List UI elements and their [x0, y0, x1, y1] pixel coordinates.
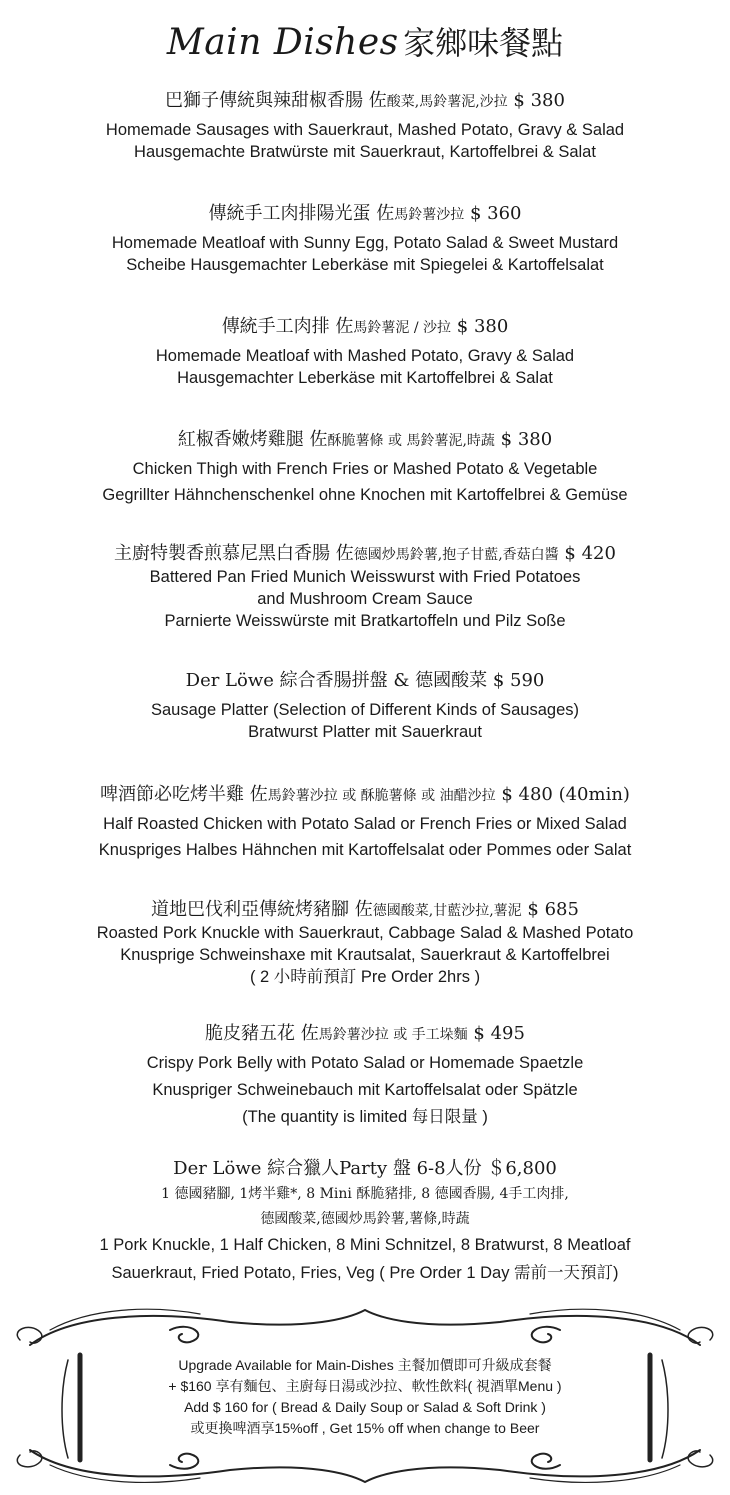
- dish-item: [0, 1023, 730, 1128]
- dish-desc-de: Parnierte Weisswürste mit Bratkartoffeln und Pilz Soße: [164, 612, 566, 630]
- dish-desc-en: Half Roasted Chicken with Potato Salad or French Fries or Mixed Salad: [103, 815, 627, 833]
- dish-item: [0, 429, 730, 506]
- dish-item: [0, 1158, 730, 1284]
- dish-desc-en: Crispy Pork Belly with Potato Salad or Homemade Spaetzle: [146, 1054, 584, 1072]
- dish-side-zh: 馬鈴薯沙拉 或 酥脆薯條 或 油醋沙拉: [267, 788, 496, 804]
- dish-desc-en: Homemade Sausages with Sauerkraut, Mashed Potato, Gravy & Salad: [105, 121, 625, 139]
- dish-item: [0, 670, 730, 743]
- dish-contents-note: Sauerkraut, Fried Potato, Fries, Veg ( Pre Order 1 Day 需前一天預訂): [111, 1264, 619, 1282]
- dish-item: [0, 90, 730, 163]
- dish-side-zh: 酥脆薯條 或 馬鈴薯泥,時蔬: [327, 433, 495, 449]
- dish-side-zh: 馬鈴薯泥 / 沙拉: [353, 320, 452, 336]
- dish-price: $ 590: [492, 670, 545, 691]
- dish-price: $ 380: [513, 90, 565, 111]
- dish-item: [0, 899, 730, 988]
- dish-item: [0, 543, 730, 632]
- upgrade-line: 或更換啤酒享15%off , Get 15% off when change to Beer: [190, 1420, 540, 1436]
- dish-side-zh: 馬鈴薯沙拉: [394, 207, 465, 223]
- dish-desc-de: Hausgemachte Bratwürste mit Sauerkraut, Kartoffelbrei & Salat: [134, 143, 596, 161]
- upgrade-box: [0, 1355, 730, 1439]
- dish-desc-de: Hausgemachter Leberkäse mit Kartoffelbrei & Salat: [177, 369, 553, 387]
- dish-limited-note: (The quantity is limited 每日限量 ): [242, 1108, 488, 1126]
- dish-side-zh: 酸菜,馬鈴薯泥,沙拉: [386, 94, 508, 110]
- dish-price: $ 495: [473, 1023, 525, 1044]
- upgrade-line: Add $ 160 for ( Bread & Daily Soup or Salad & Soft Drink ): [184, 1399, 546, 1415]
- dish-desc-en: Homemade Meatloaf with Sunny Egg, Potato Salad & Sweet Mustard: [111, 234, 619, 252]
- dish-name-zh: Der Löwe 綜合香腸拼盤 & 德國酸菜: [185, 670, 488, 691]
- dish-price: $ 380: [500, 429, 553, 450]
- dish-desc-de: Scheibe Hausgemachter Leberkäse mit Spiegelei & Kartoffelsalat: [126, 256, 604, 274]
- dish-name-zh: 啤酒節必吃烤半雞 佐: [100, 784, 268, 805]
- dish-desc-de: Gegrillter Hähnchenschenkel ohne Knochen mit Kartoffelbrei & Gemüse: [102, 486, 628, 504]
- dish-side-zh: 德國炒馬鈴薯,抱子甘藍,香菇白醬: [353, 547, 559, 563]
- dish-name-zh: 脆皮豬五花 佐: [205, 1023, 319, 1044]
- dish-name-zh: 傳統手工肉排 佐: [221, 316, 354, 337]
- dish-desc-de: Knuspriger Schweinebauch mit Kartoffelsalat oder Spätzle: [152, 1081, 578, 1099]
- dish-price: $ 685: [527, 899, 579, 920]
- dish-desc-en: Homemade Meatloaf with Mashed Potato, Gravy & Salad: [155, 347, 575, 365]
- dish-desc-de: Knuspriges Halbes Hähnchen mit Kartoffelsalat oder Pommes oder Salat: [98, 841, 632, 859]
- dish-name-zh: 傳統手工肉排陽光蛋 佐: [208, 203, 395, 224]
- dish-desc-en: Chicken Thigh with French Fries or Mashed Potato & Vegetable: [132, 460, 598, 478]
- dish-item: [0, 203, 730, 276]
- dish-desc-de: Knusprige Schweinshaxe mit Krautsalat, Sauerkraut & Kartoffelbrei: [120, 946, 610, 964]
- menu-title: [0, 18, 730, 64]
- dish-name-zh: 巴獅子傳統與辣甜椒香腸 佐: [165, 90, 387, 111]
- dish-name-zh: Der Löwe 綜合獵人Party 盤 6-8人份: [173, 1158, 482, 1179]
- dish-price: $ 380: [456, 316, 509, 337]
- dish-preorder-note: ( 2 小時前預訂 Pre Order 2hrs ): [249, 968, 481, 986]
- dish-contents-zh: 1 德國豬腳, 1烤半雞*, 8 Mini 酥脆豬排, 8 德國香腸, 4手工肉排,: [161, 1186, 569, 1202]
- dish-price: ＄6,800: [487, 1158, 557, 1179]
- dish-price: $ 360: [469, 203, 522, 224]
- upgrade-line: + $160 享有麵包、主廚每日湯或沙拉、軟性飲料( 視酒單Menu ): [168, 1378, 562, 1394]
- dish-contents-en: 1 Pork Knuckle, 1 Half Chicken, 8 Mini Schnitzel, 8 Bratwurst, 8 Meatloaf: [99, 1236, 631, 1254]
- dish-item: [0, 784, 730, 861]
- title-script: Main Dishes: [166, 22, 399, 63]
- dish-price: $ 480 (40min): [501, 784, 630, 805]
- dish-name-zh: 紅椒香嫩烤雞腿 佐: [177, 429, 328, 450]
- dish-side-zh: 德國酸菜,甘藍沙拉,薯泥: [372, 903, 522, 919]
- dish-desc-en: Roasted Pork Knuckle with Sauerkraut, Cabbage Salad & Mashed Potato: [96, 924, 634, 942]
- dish-name-zh: 主廚特製香煎慕尼黑白香腸 佐: [114, 543, 354, 564]
- dish-desc-en: Sausage Platter (Selection of Different Kinds of Sausages): [150, 701, 580, 719]
- dish-price: $ 420: [564, 543, 616, 564]
- upgrade-line: Upgrade Available for Main-Dishes 主餐加價即可升級成套餐: [178, 1357, 552, 1373]
- dish-desc-de: Bratwurst Platter mit Sauerkraut: [248, 723, 482, 741]
- dish-name-zh: 道地巴伐利亞傳統烤豬腳 佐: [151, 899, 373, 920]
- dish-side-zh: 馬鈴薯沙拉 或 手工垛麵: [318, 1027, 468, 1043]
- dish-desc-en: Battered Pan Fried Munich Weisswurst with Fried Potatoes: [149, 568, 581, 586]
- title-chinese: 家鄉味餐點: [403, 24, 564, 62]
- dish-item: [0, 316, 730, 389]
- dish-desc-en-cont: and Mushroom Cream Sauce: [257, 590, 473, 608]
- dish-contents-zh: 德國酸菜,德國炒馬鈴薯,薯條,時蔬: [260, 1211, 470, 1227]
